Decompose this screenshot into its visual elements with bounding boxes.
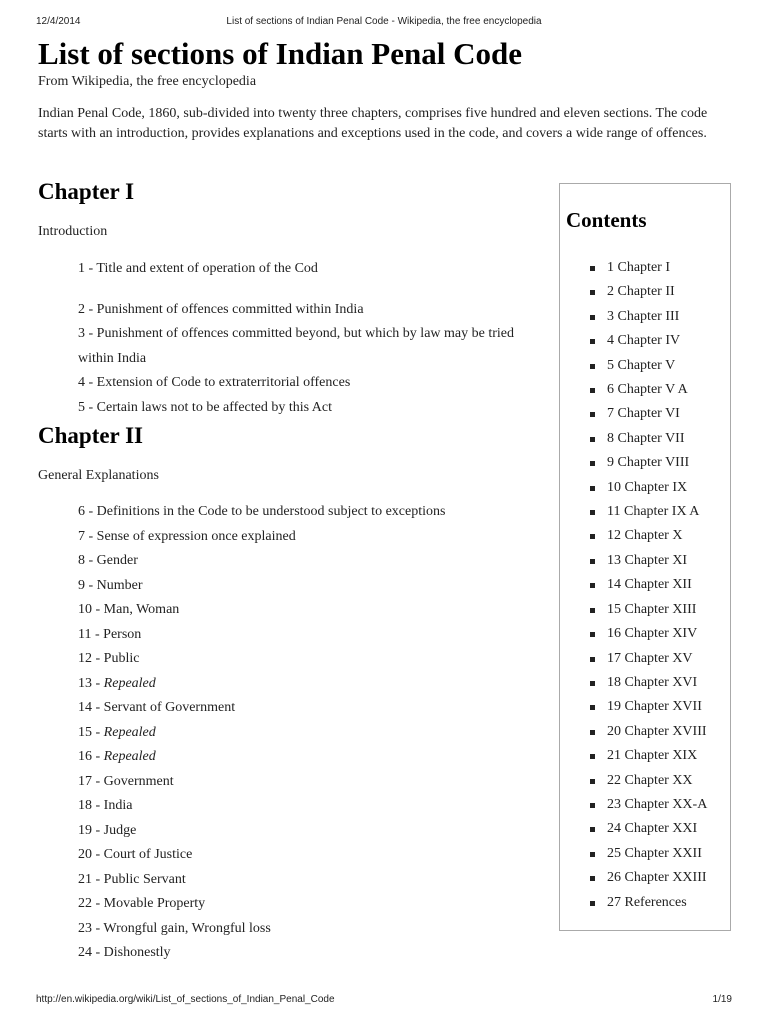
section-title: Person [103,626,142,642]
toc-link[interactable]: 15 Chapter XIII [607,601,697,617]
toc-link[interactable]: 25 Chapter XXII [607,845,702,861]
bullet-icon [590,803,595,808]
bullet-icon [590,730,595,735]
bullet-icon [590,705,595,710]
toc-link[interactable]: 6 Chapter V A [607,382,688,398]
bullet-icon [590,779,595,784]
bullet-icon [590,486,595,491]
toc-link[interactable]: 8 Chapter VII [607,430,685,446]
section-item: 16 - Repealed [78,749,156,764]
print-date: 12/4/2014 [36,16,81,27]
section-item: 4 - Extension of Code to extraterritorial offences [78,375,351,390]
print-url: http://en.wikipedia.org/wiki/List_of_sections_of_Indian_Penal_Code [36,994,335,1005]
chapter-description: Introduction [38,224,108,239]
section-title: Wrongful gain, Wrongful loss [103,920,271,936]
bullet-icon [590,388,595,393]
toc-item[interactable] [590,427,707,451]
toc-title: Contents [566,208,647,232]
section-repealed: Repealed [103,675,156,691]
toc-item[interactable] [590,476,707,500]
toc-item[interactable] [590,305,707,329]
toc-item[interactable] [590,793,707,817]
section-item: 9 - Number [78,577,143,593]
toc-item[interactable] [590,354,707,378]
print-page-title: List of sections of Indian Penal Code - Wikipedia, the free encyclopedia [226,16,542,27]
section-item: 21 - Public Servant [78,871,186,887]
toc-item[interactable] [590,842,707,866]
toc-item[interactable] [590,744,707,768]
section-number: 1 [78,261,85,276]
toc-link[interactable]: 26 Chapter XXIII [607,870,707,886]
bullet-icon [590,876,595,881]
section-number: 14 [78,700,92,715]
print-page-number: 1/19 [712,994,732,1005]
section-item: 1 - Title and extent of operation of the Cod [78,261,318,276]
toc-link[interactable]: 27 References [607,894,687,910]
toc-link[interactable]: 22 Chapter XX [607,772,693,788]
bullet-icon [590,461,595,466]
section-item: 11 - Person [78,626,142,642]
toc-link[interactable]: 20 Chapter XVIII [607,723,707,739]
section-number: 6 [78,504,85,519]
section-number: 19 [78,822,92,838]
bullet-icon [590,510,595,515]
section-title: India [103,798,133,813]
section-item: 20 - Court of Justice [78,847,193,862]
bullet-icon [590,290,595,295]
site-sub: From Wikipedia, the free encyclopedia [38,74,257,89]
toc-link[interactable]: 7 Chapter VI [607,406,680,422]
bullet-icon [590,754,595,759]
toc-link[interactable]: 4 Chapter IV [607,333,681,349]
section-title: Public Servant [103,871,186,887]
bullet-icon [590,632,595,637]
toc-link[interactable]: 16 Chapter XIV [607,626,698,642]
toc-item[interactable] [590,524,707,548]
section-number: 2 [78,301,85,317]
section-title: Servant of Government [103,700,236,715]
chapter-heading: Chapter II [38,423,144,448]
chapter-heading: Chapter I [38,179,135,204]
toc-item[interactable] [590,598,707,622]
section-title: Judge [103,822,137,838]
section-repealed: Repealed [103,724,156,740]
section-item: 24 - Dishonestly [78,945,171,960]
bullet-icon [590,412,595,417]
toc-link[interactable]: 18 Chapter XVI [607,674,698,690]
section-number: 15 [78,724,92,740]
section-title: Movable Property [103,896,206,911]
section-number: 9 [78,577,85,593]
toc-item[interactable] [590,647,707,671]
toc-item[interactable] [590,866,707,890]
section-number: 24 [78,945,92,960]
section-item: 8 - Gender [78,553,138,568]
section-number: 11 [78,626,92,642]
section-title: Punishment of offences committed beyond, but which by law may be tried within India [78,326,514,366]
bullet-icon [590,608,595,613]
section-title: Certain laws not to be affected by this Act [96,399,333,415]
toc-link[interactable]: 11 Chapter IX A [607,504,700,520]
section-number: 5 [78,399,85,415]
toc-link[interactable]: 2 Chapter II [607,284,675,300]
section-number: 13 [78,675,92,691]
section-item: 19 - Judge [78,822,137,838]
section-item: 10 - Man, Woman [78,602,180,617]
section-title: Court of Justice [103,847,193,862]
toc-link[interactable]: 9 Chapter VIII [607,455,690,471]
bullet-icon [590,583,595,588]
section-title: Punishment of offences committed within India [96,301,364,317]
section-item: 17 - Government [78,773,174,789]
toc-item[interactable] [590,402,707,426]
bullet-icon [590,901,595,906]
bullet-icon [590,437,595,442]
section-number: 4 [78,375,85,390]
section-item: 23 - Wrongful gain, Wrongful loss [78,920,271,936]
toc-link[interactable]: 3 Chapter III [607,308,680,324]
toc-item[interactable] [590,720,707,744]
section-title: Gender [96,553,138,568]
section-number: 8 [78,553,85,568]
section-title: Definitions in the Code to be understood subject to exceptions [96,504,446,519]
section-title: Title and extent of operation of the Cod [96,261,318,276]
section-title: Public [103,651,140,666]
bullet-icon [590,534,595,539]
toc-link[interactable]: 10 Chapter IX [607,479,688,495]
toc-link[interactable]: 1 Chapter I [607,260,670,275]
section-item: 7 - Sense of expression once explained [78,528,296,544]
toc-item[interactable] [590,695,707,719]
section-number: 21 [78,871,92,887]
section-title: Government [103,773,174,789]
toc-item[interactable] [590,500,707,524]
section-item: 14 - Servant of Government [78,700,236,715]
toc-item[interactable] [590,817,707,841]
bullet-icon [590,339,595,344]
bullet-icon [590,559,595,564]
section-item: 5 - Certain laws not to be affected by this Act [78,399,333,415]
toc-item[interactable] [590,549,707,573]
toc-link[interactable]: 12 Chapter X [607,528,683,544]
intro-paragraph: Indian Penal Code, 1860, sub-divided into twenty three chapters, comprises five hundred and eleven sections. The code starts with an introduction, provides explanations and exceptions used in the code, and covers a wide range of offences. [38,106,708,141]
bullet-icon [590,657,595,662]
toc-link[interactable]: 19 Chapter XVII [607,699,702,715]
section-item: 2 - Punishment of offences committed within India [78,301,364,317]
toc-item[interactable] [590,573,707,597]
section-number: 3 [78,326,85,341]
section-repealed: Repealed [103,749,156,764]
section-number: 18 [78,798,92,813]
bullet-icon [590,827,595,832]
section-number: 12 [78,651,92,666]
section-number: 22 [78,896,92,911]
section-title: Number [96,577,143,593]
section-title: Sense of expression once explained [96,528,296,544]
section-number: 20 [78,847,92,862]
table-of-contents [559,183,731,931]
section-item: 13 - Repealed [78,675,156,691]
section-item: 15 - Repealed [78,724,156,740]
article-header [38,36,738,144]
section-number: 7 [78,528,85,544]
article-body [38,176,528,966]
section-number: 16 [78,749,92,764]
toc-item[interactable] [590,622,707,646]
toc-item[interactable] [590,769,707,793]
section-title: Dishonestly [103,945,171,960]
bullet-icon [590,681,595,686]
section-item: 6 - Definitions in the Code to be understood subject to exceptions [78,504,446,519]
toc-link[interactable]: 24 Chapter XXI [607,821,698,837]
bullet-icon [590,315,595,320]
toc-list [590,256,707,915]
bullet-icon [590,266,595,271]
toc-link[interactable]: 23 Chapter XX-A [607,796,708,812]
toc-link[interactable]: 21 Chapter XIX [607,748,698,764]
section-item: 18 - India [78,798,133,813]
bullet-icon [590,852,595,857]
section-title: Extension of Code to extraterritorial offences [96,375,351,390]
section-number: 10 [78,602,92,617]
section-title: Man, Woman [103,602,180,617]
section-list [38,500,528,966]
section-item: 22 - Movable Property [78,896,206,911]
page-title: List of sections of Indian Penal Code [38,36,522,71]
section-number: 17 [78,773,92,789]
toc-item[interactable] [590,280,707,304]
toc-item[interactable] [590,891,707,915]
chapter-description: General Explanations [38,468,159,483]
toc-item[interactable] [590,451,707,475]
toc-link[interactable]: 14 Chapter XII [607,577,692,593]
toc-item[interactable] [590,671,707,695]
toc-item[interactable] [590,329,707,353]
bullet-icon [590,364,595,369]
toc-item[interactable] [590,378,707,402]
section-item: 12 - Public [78,651,140,666]
section-list [38,257,528,420]
section-number: 23 [78,920,92,936]
toc-item[interactable] [590,256,707,280]
toc-link[interactable]: 13 Chapter XI [607,552,688,568]
toc-link[interactable]: 17 Chapter XV [607,650,693,666]
section-item: 3 - Punishment of offences committed beyond, but which by law may be tried within India [78,326,514,366]
toc-link[interactable]: 5 Chapter V [607,357,676,373]
